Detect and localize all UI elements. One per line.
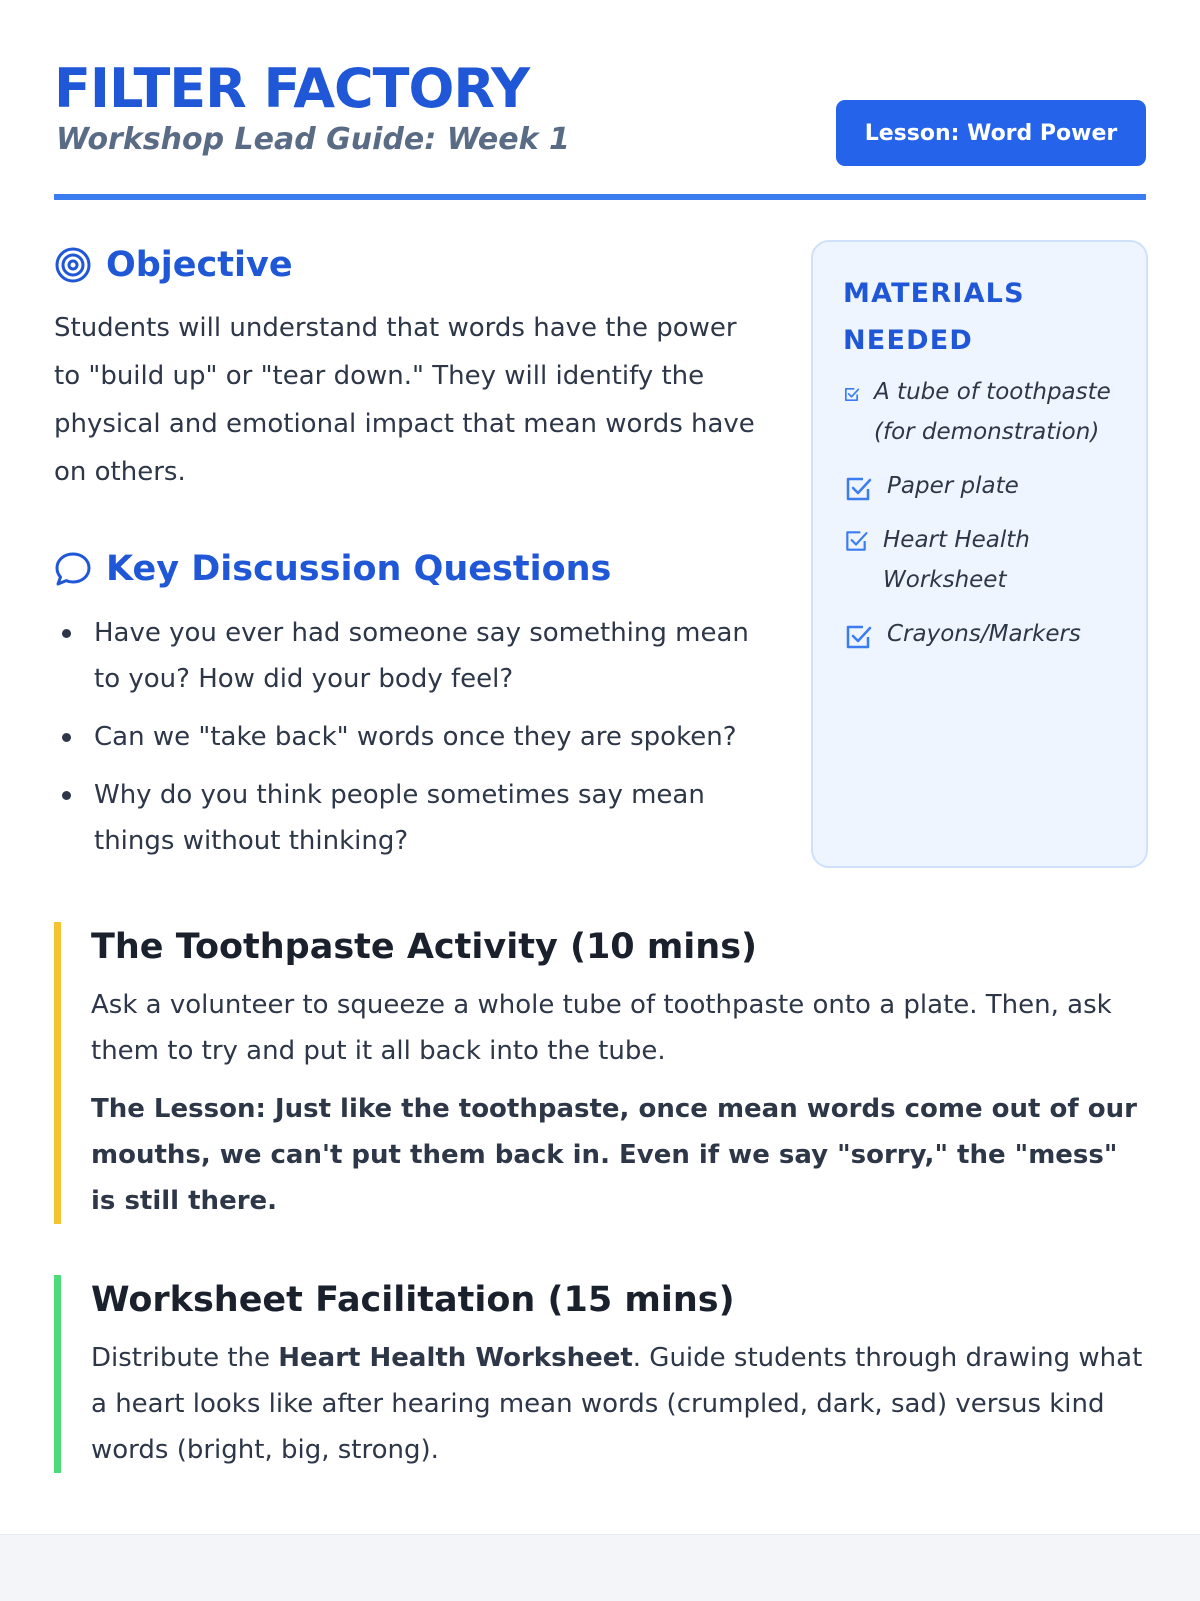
list-item: Can we "take back" words once they are spoken?: [54, 714, 764, 760]
material-label: Crayons/Markers: [887, 621, 1081, 647]
materials-heading: MATERIALS NEEDED: [843, 278, 1025, 356]
checkbox-icon: [843, 386, 860, 403]
checkbox-icon: [843, 474, 873, 504]
materials-panel: [811, 240, 1148, 868]
material-label: A tube of toothpaste (for demonstration): [874, 379, 1111, 445]
target-icon: [54, 246, 92, 284]
list-item: Why do you think people sometimes say mean things without thinking?: [54, 772, 764, 864]
lesson-badge: Lesson: Word Power: [836, 100, 1146, 166]
toothpaste-activity-heading: The Toothpaste Activity (10 mins): [91, 927, 758, 967]
material-item: [843, 520, 1120, 600]
main-column: [54, 240, 779, 876]
toothpaste-activity-text: Ask a volunteer to squeeze a whole tube of toothpaste onto a plate. Then, ask them to try and put it all back into the tube.: [91, 990, 1112, 1066]
worksheet-facilitation-section: [54, 1275, 1148, 1473]
footer-band: [0, 1534, 1200, 1601]
objective-heading-row: [54, 240, 779, 290]
page-header: [54, 0, 1146, 200]
question-list: [54, 610, 779, 864]
materials-list: [843, 372, 1120, 654]
objective-text: Students will understand that words have the power to "build up" or "tear down." They will identify the physical and emotional impact that mean words have on others.: [54, 313, 755, 487]
material-label: Heart Health Worksheet: [883, 527, 1030, 593]
toothpaste-lesson-text: The Lesson: Just like the toothpaste, once mean words come out of our mouths, we can't put them back in. Even if we say "sorry," the "mess" is still there.: [91, 1094, 1137, 1216]
objective-heading: Objective: [106, 245, 293, 285]
questions-heading-row: [54, 544, 779, 594]
brand-title: FILTER FACTORY: [54, 57, 530, 120]
worksheet-text-after: . Guide students through drawing what a heart looks like after hearing mean words (crumpled, dark, sad) versus kind words (bright, big, strong).: [91, 1343, 1143, 1465]
worksheet-name: Heart Health Worksheet: [278, 1343, 633, 1373]
questions-heading: Key Discussion Questions: [106, 549, 612, 589]
material-label: Paper plate: [887, 473, 1019, 499]
worksheet-text-before: Distribute the: [91, 1343, 279, 1373]
checkbox-icon: [843, 528, 869, 554]
list-item: Have you ever had someone say something mean to you? How did your body feel?: [54, 610, 764, 702]
checkbox-icon: [843, 622, 873, 652]
speech-bubble-icon: [54, 550, 92, 588]
toothpaste-activity-section: [54, 922, 1148, 1224]
worksheet-facilitation-text: [91, 1335, 1148, 1473]
guide-subtitle: Workshop Lead Guide: Week 1: [56, 122, 570, 157]
material-item: [843, 614, 1120, 654]
material-item: [843, 372, 1120, 452]
worksheet-facilitation-heading: Worksheet Facilitation (15 mins): [91, 1280, 735, 1320]
material-item: [843, 466, 1120, 506]
